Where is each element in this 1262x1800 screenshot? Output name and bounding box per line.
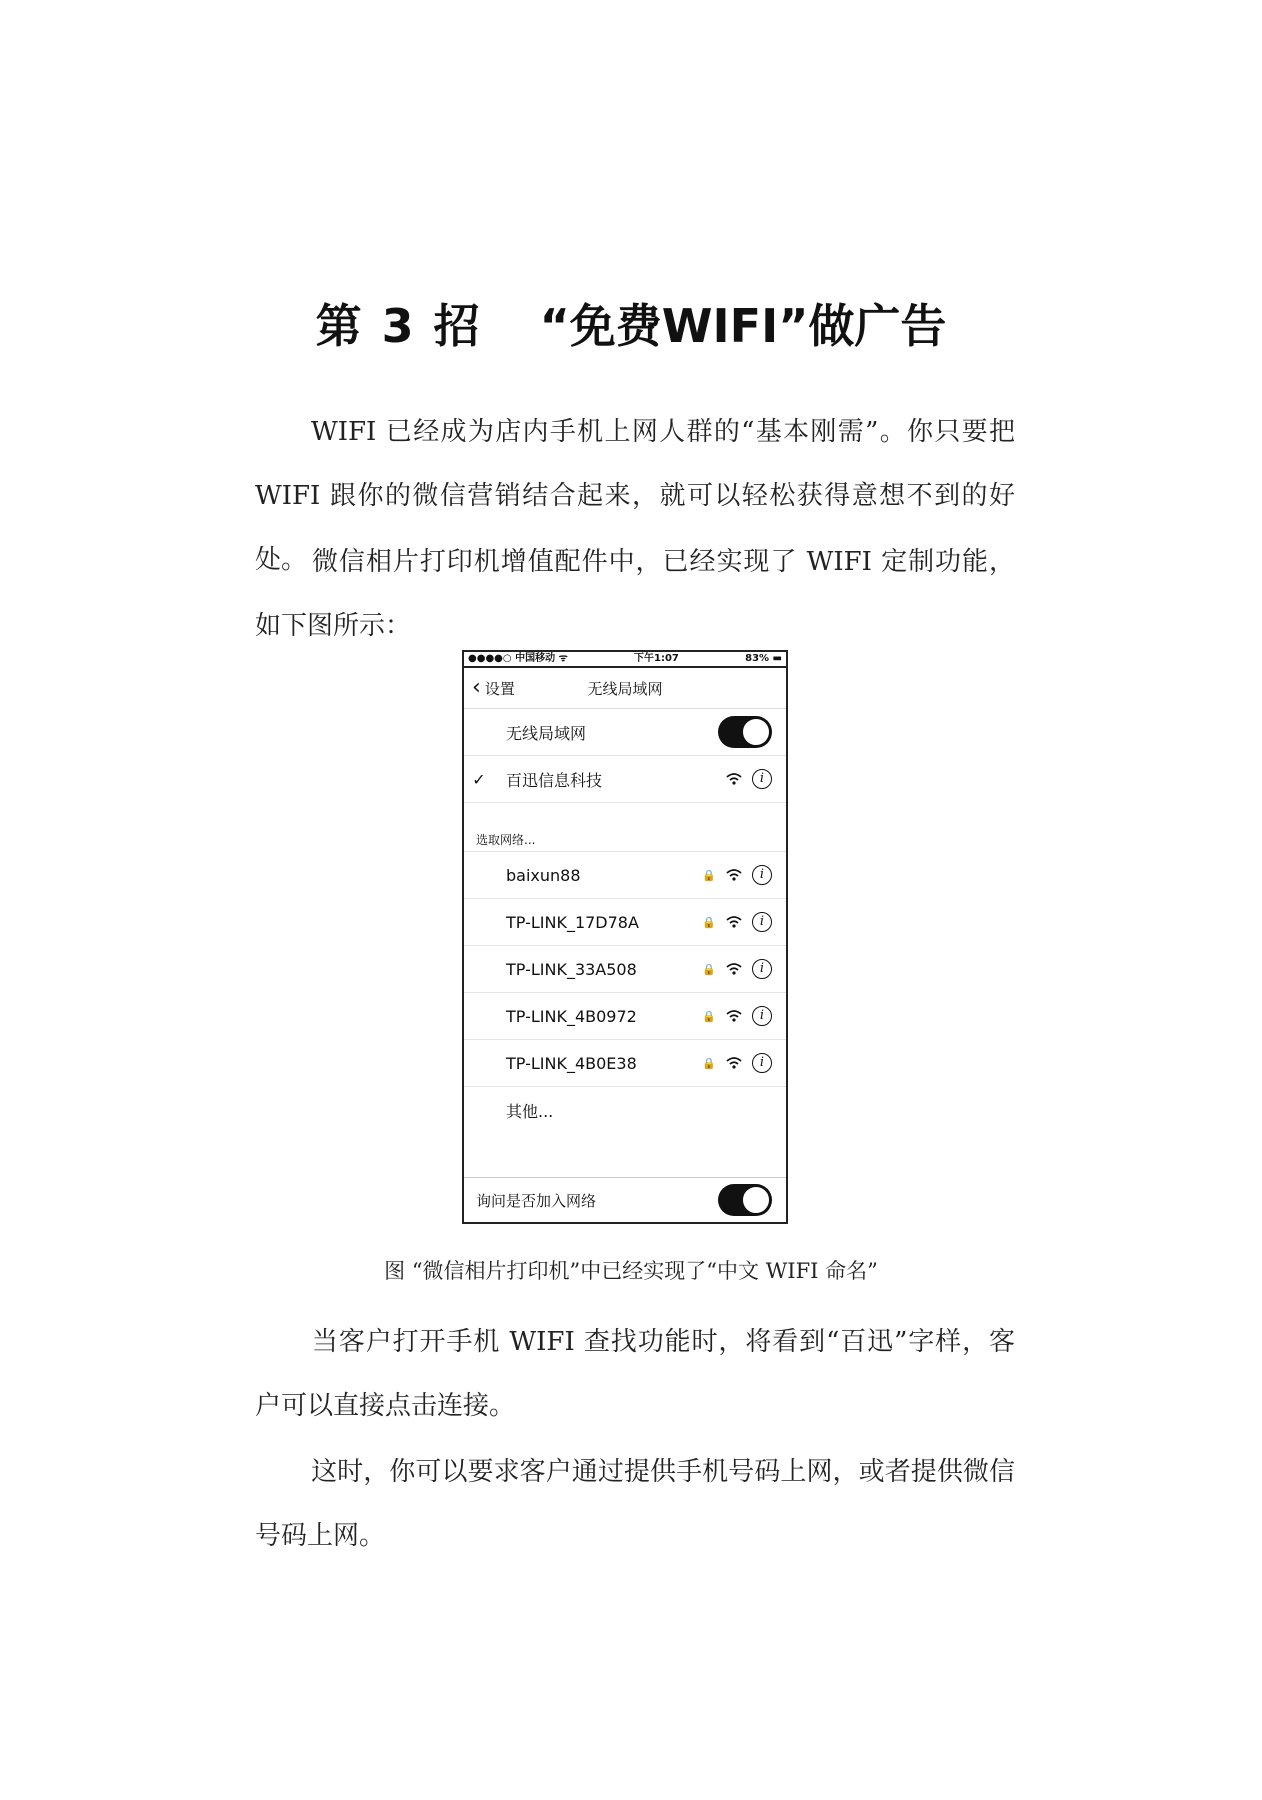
lock-icon: 🔒: [702, 962, 716, 976]
paragraph-3: 当客户打开手机 WIFI 查找功能时，将看到“百迅”字样，客户可以直接点击连接。: [255, 1327, 1015, 1421]
back-label: 设置: [484, 679, 515, 698]
title-number: 3: [381, 299, 414, 353]
network-row[interactable]: [464, 946, 786, 993]
network-name: baixun88: [506, 865, 581, 885]
ask-join-toggle[interactable]: [718, 1184, 772, 1216]
wifi-icon: [726, 869, 742, 881]
chapter-title: [0, 290, 1262, 356]
nav-title: 无线局域网: [587, 679, 663, 698]
other-network-row[interactable]: [464, 1087, 786, 1133]
paragraph-2: 微信相片打印机增值配件中，已经实现了 WIFI 定制功能，如下图所示：: [255, 547, 1015, 641]
info-icon[interactable]: i: [752, 1006, 772, 1026]
connected-network-name: 百迅信息科技: [506, 770, 603, 790]
network-name: TP-LINK_4B0E38: [506, 1053, 637, 1073]
wifi-icon: [726, 1010, 742, 1022]
back-button[interactable]: [464, 677, 515, 699]
network-name: TP-LINK_4B0972: [506, 1006, 637, 1026]
paragraph-1: WIFI 已经成为店内手机上网人群的“基本刚需”。你只要把WIFI 跟你的微信营销结合起来，就可以轻松获得意想不到的好处。: [255, 417, 1015, 575]
wifi-icon: [726, 1057, 742, 1069]
wlan-label: 无线局域网: [506, 723, 587, 743]
ask-join-row: [464, 1177, 786, 1222]
battery-indicator: 83% ▬: [745, 653, 782, 664]
lock-icon: 🔒: [702, 868, 716, 882]
lock-icon: 🔒: [702, 1056, 716, 1070]
network-name: TP-LINK_17D78A: [506, 912, 639, 932]
title-prefix: 第: [315, 299, 362, 353]
network-row[interactable]: [464, 1040, 786, 1087]
network-row[interactable]: [464, 899, 786, 946]
info-icon[interactable]: i: [752, 769, 772, 789]
checkmark-icon: ✓: [472, 769, 486, 789]
ask-join-label: 询问是否加入网络: [476, 1191, 597, 1210]
info-icon[interactable]: i: [752, 1053, 772, 1073]
figure-caption: 图 “微信相片打印机”中已经实现了“中文 WIFI 命名”: [384, 1259, 878, 1283]
network-row[interactable]: [464, 852, 786, 899]
chevron-left-icon: ‹: [472, 675, 481, 700]
wifi-icon: [726, 963, 742, 975]
connected-network-row[interactable]: [464, 756, 786, 803]
info-icon[interactable]: i: [752, 912, 772, 932]
lock-icon: 🔒: [702, 1009, 716, 1023]
status-bar: [464, 652, 786, 668]
carrier-signal: ●●●●○ 中国移动 ᯤ: [468, 653, 568, 664]
info-icon[interactable]: i: [752, 959, 772, 979]
info-icon[interactable]: i: [752, 865, 772, 885]
lock-icon: 🔒: [702, 915, 716, 929]
wifi-settings-screenshot: [462, 650, 788, 1224]
title-main: “免费WIFI”做广告: [539, 299, 947, 353]
wifi-icon: [726, 916, 742, 928]
nav-bar: [464, 668, 786, 709]
other-network-label: 其他...: [506, 1101, 554, 1121]
wlan-toggle-row: [464, 709, 786, 756]
choose-network-header: 选取网络...: [464, 829, 786, 852]
network-row[interactable]: [464, 993, 786, 1040]
wifi-icon: [726, 773, 742, 785]
network-name: TP-LINK_33A508: [506, 959, 637, 979]
wlan-toggle[interactable]: [718, 716, 772, 748]
status-time: 下午1:07: [633, 653, 679, 664]
title-suffix: 招: [433, 299, 480, 353]
paragraph-4: 这时，你可以要求客户通过提供手机号码上网，或者提供微信号码上网。: [255, 1457, 1015, 1551]
